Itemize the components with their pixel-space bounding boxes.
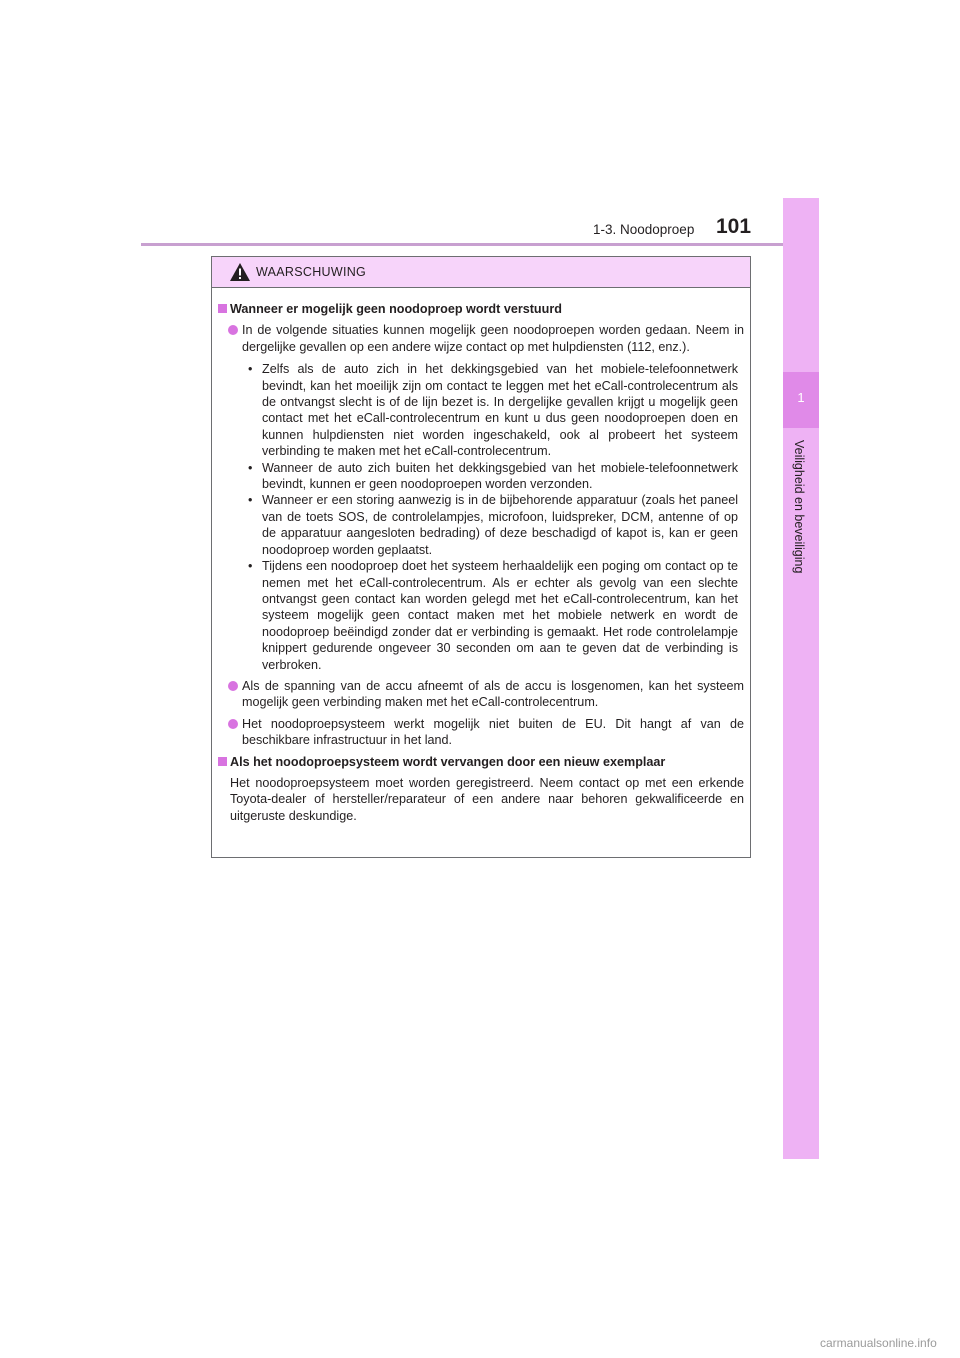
list-item: Als de spanning van de accu afneemt of als de accu is losgenomen, kan het systeem mogelijk geen verbinding maken met het eCall-controlecentrum. <box>218 678 744 711</box>
chapter-title: Veiligheid en beveiliging <box>792 440 806 574</box>
warning-content <box>218 301 744 824</box>
watermark: carmanualsonline.info <box>820 1336 937 1350</box>
circle-bullet-icon <box>228 325 238 335</box>
sub-list-item: • Zelfs als de auto zich in het dekkingsgebied van het mobiele-telefoonnetwerk bevindt, kan het moeilijk zijn om contact te leggen met het eCall-controlecentrum als de ontvangst slecht is of de lijn bezet is. In dergelijke gevallen krijgt u mogelijk geen contact met het eCall-controlecentrum en kunt u dus geen noodoproepen doen en kunnen hulpdiensten niet worden ingeschakeld, ook al probeert het systeem verbinding te maken met het eCall-controlecentrum. <box>248 362 738 459</box>
warning-header <box>212 257 750 288</box>
header-rule <box>141 243 819 246</box>
bullet-dot-icon: • <box>248 493 253 508</box>
circle-bullet-icon <box>228 719 238 729</box>
warning-triangle-icon <box>229 262 251 282</box>
page-number: 101 <box>716 215 752 238</box>
sub-list <box>218 361 744 673</box>
list-item: Het noodoproepsysteem werkt mogelijk niet buiten de EU. Dit hangt af van de beschikbare infrastructuur in het land. <box>218 716 744 749</box>
square-bullet-icon <box>218 304 227 313</box>
sub-list-item: • Wanneer de auto zich buiten het dekkingsgebied van het mobiele-telefoonnetwerk bevindt, kunnen er geen noodoproepen worden verzonden. <box>248 460 738 492</box>
warning-box <box>211 256 751 858</box>
section-title: 1-3. Noodoproep <box>593 222 695 237</box>
sub-list-item: • Tijdens een noodoproep doet het systeem herhaaldelijk een poging om contact op te nemen met het eCall-controlecentrum. Als er echter als gevolg van een slechte ontvangst geen contact kan worden gelegd met het eCall-controlecentrum, kan het systeem mogelijk geen contact maken met het mobiele netwerk en wordt de noodoproep beëindigd zonder dat er verbinding is gemaakt. Het rode controlelampje knippert gedurende ongeveer 30 seconden om aan te geven dat de verbinding is verbroken. <box>248 559 738 672</box>
section-heading: Als het noodoproepsysteem wordt vervangen door een nieuw exemplaar <box>218 754 744 770</box>
chapter-side-tab <box>783 198 819 1159</box>
list-item: In de volgende situaties kunnen mogelijk geen noodoproepen worden gedaan. Neem in dergelijke gevallen op een andere wijze contact op met hulpdiensten (112, enz.). <box>218 322 744 355</box>
circle-bullet-icon <box>228 681 238 691</box>
chapter-number: 1 <box>797 390 805 405</box>
warning-title: WAARSCHUWING <box>256 265 367 279</box>
sub-list-item: • Wanneer er een storing aanwezig is in de bijbehorende apparatuur (zoals het paneel van de toets SOS, de controlelampjes, microfoon, luidspreker, DCM, antenne of op de apparatuur aangesloten bedrading) of deze beschadigd of kapot is, kan er geen noodoproep worden geplaatst. <box>248 493 738 557</box>
bullet-dot-icon: • <box>248 559 253 574</box>
section-paragraph: Het noodoproepsysteem moet worden geregistreerd. Neem contact op met een erkende Toyota-dealer of hersteller/reparateur of een andere naar behoren gekwalificeerde en uitgeruste deskundige. <box>230 775 744 823</box>
bullet-dot-icon: • <box>248 460 253 475</box>
square-bullet-icon <box>218 757 227 766</box>
section-heading: Wanneer er mogelijk geen noodoproep wordt verstuurd <box>218 301 744 317</box>
bullet-dot-icon: • <box>248 362 253 377</box>
